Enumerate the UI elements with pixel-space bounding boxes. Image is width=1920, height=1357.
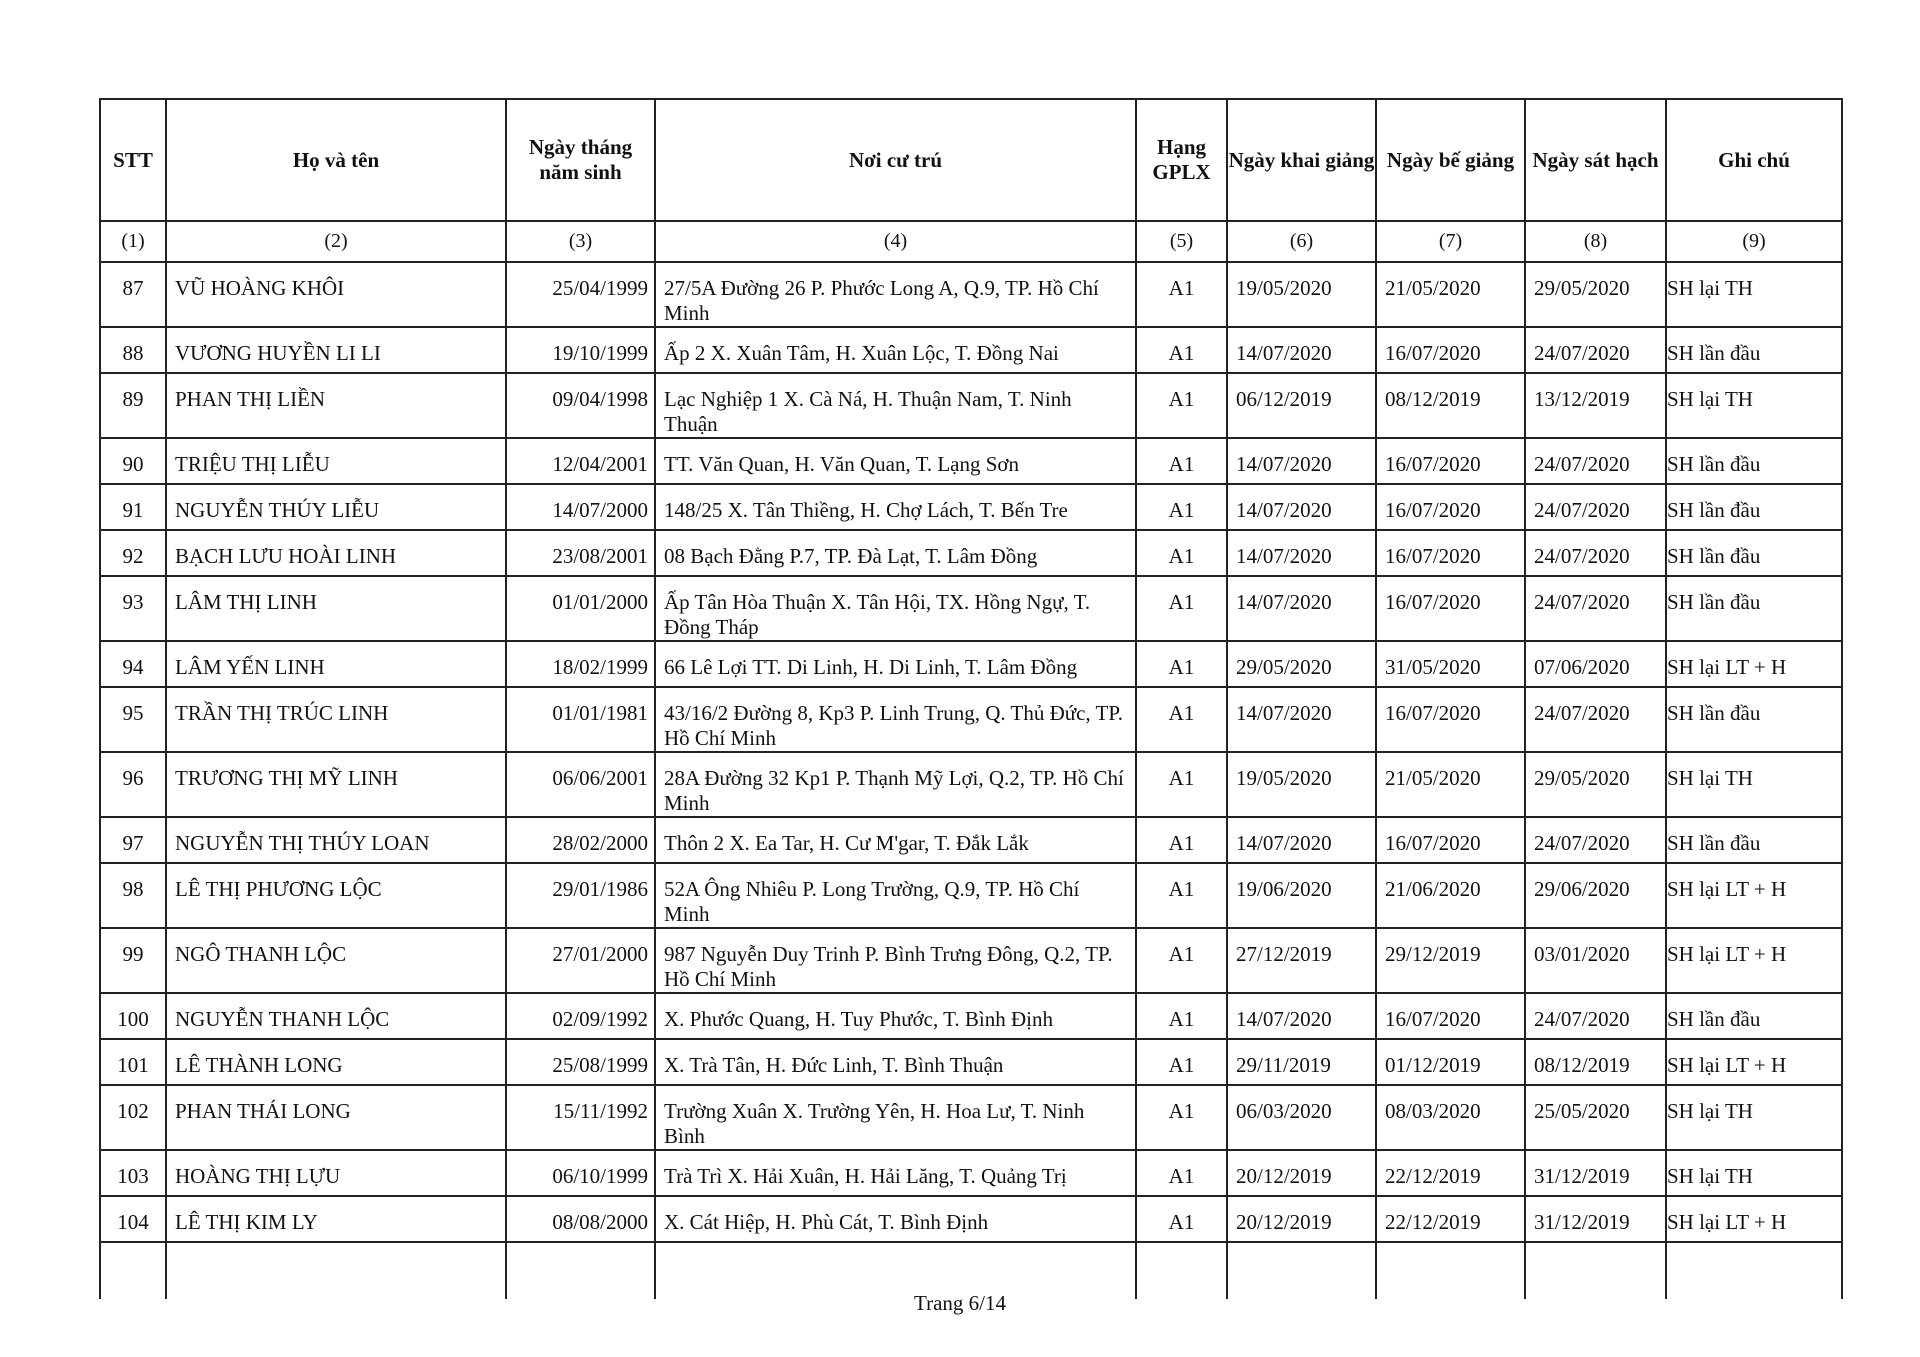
full-name-cell: PHAN THÁI LONG [166,1085,506,1150]
course-end-cell: 01/12/2019 [1376,1039,1525,1085]
note-cell: SH lại LT + H [1666,1196,1842,1242]
residence-cell: X. Trà Tân, H. Đức Linh, T. Bình Thuận [655,1039,1136,1085]
table-row [100,687,1842,752]
table-row [100,1150,1842,1196]
residence-cell: Ấp Tân Hòa Thuận X. Tân Hội, TX. Hồng Ngự, T. Đồng Tháp [655,576,1136,641]
residence-cell: Trường Xuân X. Trường Yên, H. Hoa Lư, T. Ninh Bình [655,1085,1136,1150]
exam-date-cell: 29/05/2020 [1525,262,1666,327]
date-of-birth-cell: 09/04/1998 [506,373,655,438]
course-end-cell: 16/07/2020 [1376,993,1525,1039]
date-of-birth-cell: 06/10/1999 [506,1150,655,1196]
full-name-cell: TRIỆU THỊ LIỄU [166,438,506,484]
course-start-cell: 19/06/2020 [1227,863,1376,928]
table-row [100,993,1842,1039]
residence-cell: X. Cát Hiệp, H. Phù Cát, T. Bình Định [655,1196,1136,1242]
license-class-cell: A1 [1136,641,1227,687]
course-end-cell: 16/07/2020 [1376,484,1525,530]
table-row [100,484,1842,530]
date-of-birth-cell: 27/01/2000 [506,928,655,993]
row-number: 104 [100,1196,166,1242]
column-number: (9) [1666,221,1842,262]
date-of-birth-cell: 12/04/2001 [506,438,655,484]
course-start-cell: 14/07/2020 [1227,327,1376,373]
license-class-cell: A1 [1136,373,1227,438]
license-class-cell: A1 [1136,817,1227,863]
full-name-cell: TRẦN THỊ TRÚC LINH [166,687,506,752]
exam-date-cell: 31/12/2019 [1525,1196,1666,1242]
note-cell: SH lần đầu [1666,530,1842,576]
exam-date-cell: 03/01/2020 [1525,928,1666,993]
course-start-cell: 14/07/2020 [1227,484,1376,530]
license-class-cell: A1 [1136,1196,1227,1242]
header-note: Ghi chú [1666,99,1842,221]
residence-cell: 52A Ông Nhiêu P. Long Trường, Q.9, TP. Hồ Chí Minh [655,863,1136,928]
residence-cell: Thôn 2 X. Ea Tar, H. Cư M'gar, T. Đắk Lắk [655,817,1136,863]
license-class-cell: A1 [1136,576,1227,641]
note-cell: SH lại TH [1666,1085,1842,1150]
header-date-of-birth: Ngày tháng năm sinh [506,99,655,221]
column-number-row [100,221,1842,262]
note-cell: SH lại LT + H [1666,928,1842,993]
full-name-cell: PHAN THỊ LIỀN [166,373,506,438]
date-of-birth-cell: 06/06/2001 [506,752,655,817]
course-start-cell: 20/12/2019 [1227,1150,1376,1196]
full-name-cell: NGUYỄN THÚY LIỄU [166,484,506,530]
table-row [100,530,1842,576]
license-class-cell: A1 [1136,484,1227,530]
column-number: (1) [100,221,166,262]
column-number: (2) [166,221,506,262]
date-of-birth-cell: 25/04/1999 [506,262,655,327]
table-row [100,817,1842,863]
license-class-cell: A1 [1136,1150,1227,1196]
exam-date-cell: 24/07/2020 [1525,484,1666,530]
full-name-cell: NGUYỄN THANH LỘC [166,993,506,1039]
page-number: Trang 6/14 [914,1291,1006,1315]
license-class-cell: A1 [1136,687,1227,752]
note-cell: SH lần đầu [1666,484,1842,530]
row-number: 95 [100,687,166,752]
course-end-cell: 16/07/2020 [1376,687,1525,752]
note-cell: SH lần đầu [1666,327,1842,373]
date-of-birth-cell: 25/08/1999 [506,1039,655,1085]
note-cell: SH lại LT + H [1666,641,1842,687]
row-number: 87 [100,262,166,327]
row-number: 101 [100,1039,166,1085]
note-cell: SH lần đầu [1666,817,1842,863]
course-end-cell: 16/07/2020 [1376,817,1525,863]
full-name-cell: LÊ THỊ KIM LY [166,1196,506,1242]
note-cell: SH lần đầu [1666,993,1842,1039]
date-of-birth-cell: 01/01/1981 [506,687,655,752]
residence-cell: 43/16/2 Đường 8, Kp3 P. Linh Trung, Q. Thủ Đức, TP. Hồ Chí Minh [655,687,1136,752]
license-class-cell: A1 [1136,752,1227,817]
course-start-cell: 14/07/2020 [1227,687,1376,752]
note-cell: SH lần đầu [1666,438,1842,484]
full-name-cell: LÂM YẾN LINH [166,641,506,687]
residence-cell: 08 Bạch Đằng P.7, TP. Đà Lạt, T. Lâm Đồng [655,530,1136,576]
course-start-cell: 06/03/2020 [1227,1085,1376,1150]
residence-cell: Trà Trì X. Hải Xuân, H. Hải Lăng, T. Quảng Trị [655,1150,1136,1196]
course-start-cell: 29/11/2019 [1227,1039,1376,1085]
date-of-birth-cell: 19/10/1999 [506,327,655,373]
course-start-cell: 20/12/2019 [1227,1196,1376,1242]
full-name-cell: LÊ THỊ PHƯƠNG LỘC [166,863,506,928]
residence-cell: 987 Nguyễn Duy Trinh P. Bình Trưng Đông, Q.2, TP. Hồ Chí Minh [655,928,1136,993]
date-of-birth-cell: 02/09/1992 [506,993,655,1039]
table-row [100,1196,1842,1242]
course-end-cell: 16/07/2020 [1376,530,1525,576]
course-start-cell: 06/12/2019 [1227,373,1376,438]
header-stt: STT [100,99,166,221]
column-number: (8) [1525,221,1666,262]
full-name-cell: LÊ THÀNH LONG [166,1039,506,1085]
date-of-birth-cell: 14/07/2000 [506,484,655,530]
column-number: (7) [1376,221,1525,262]
exam-date-cell: 24/07/2020 [1525,993,1666,1039]
date-of-birth-cell: 01/01/2000 [506,576,655,641]
row-number: 94 [100,641,166,687]
course-start-cell: 19/05/2020 [1227,752,1376,817]
table-row [100,1085,1842,1150]
date-of-birth-cell: 29/01/1986 [506,863,655,928]
note-cell: SH lại TH [1666,1150,1842,1196]
course-start-cell: 29/05/2020 [1227,641,1376,687]
table-row [100,863,1842,928]
full-name-cell: TRƯƠNG THỊ MỸ LINH [166,752,506,817]
header-row [100,99,1842,221]
course-end-cell: 21/05/2020 [1376,262,1525,327]
course-start-cell: 14/07/2020 [1227,817,1376,863]
exam-date-cell: 24/07/2020 [1525,687,1666,752]
row-number: 100 [100,993,166,1039]
course-start-cell: 14/07/2020 [1227,993,1376,1039]
full-name-cell: BẠCH LƯU HOÀI LINH [166,530,506,576]
table-row [100,752,1842,817]
student-list-table [99,98,1843,1299]
residence-cell: X. Phước Quang, H. Tuy Phước, T. Bình Định [655,993,1136,1039]
license-class-cell: A1 [1136,530,1227,576]
course-end-cell: 08/03/2020 [1376,1085,1525,1150]
table-row [100,928,1842,993]
exam-date-cell: 25/05/2020 [1525,1085,1666,1150]
row-number: 88 [100,327,166,373]
exam-date-cell: 24/07/2020 [1525,438,1666,484]
header-license-class: Hạng GPLX [1136,99,1227,221]
exam-date-cell: 24/07/2020 [1525,576,1666,641]
exam-date-cell: 24/07/2020 [1525,327,1666,373]
course-end-cell: 31/05/2020 [1376,641,1525,687]
column-number: (4) [655,221,1136,262]
license-class-cell: A1 [1136,1039,1227,1085]
full-name-cell: VŨ HOÀNG KHÔI [166,262,506,327]
row-number: 102 [100,1085,166,1150]
row-number: 89 [100,373,166,438]
header-exam-date: Ngày sát hạch [1525,99,1666,221]
row-number: 92 [100,530,166,576]
course-start-cell: 19/05/2020 [1227,262,1376,327]
license-class-cell: A1 [1136,262,1227,327]
course-end-cell: 16/07/2020 [1376,576,1525,641]
exam-date-cell: 24/07/2020 [1525,530,1666,576]
course-end-cell: 16/07/2020 [1376,327,1525,373]
course-start-cell: 27/12/2019 [1227,928,1376,993]
date-of-birth-cell: 23/08/2001 [506,530,655,576]
course-end-cell: 29/12/2019 [1376,928,1525,993]
residence-cell: 27/5A Đường 26 P. Phước Long A, Q.9, TP. Hồ Chí Minh [655,262,1136,327]
exam-date-cell: 24/07/2020 [1525,817,1666,863]
row-number: 97 [100,817,166,863]
table-row [100,438,1842,484]
row-number: 99 [100,928,166,993]
column-number: (5) [1136,221,1227,262]
course-start-cell: 14/07/2020 [1227,576,1376,641]
full-name-cell: HOÀNG THỊ LỰU [166,1150,506,1196]
header-course-end: Ngày bế giảng [1376,99,1525,221]
residence-cell: 66 Lê Lợi TT. Di Linh, H. Di Linh, T. Lâm Đồng [655,641,1136,687]
course-end-cell: 22/12/2019 [1376,1196,1525,1242]
full-name-cell: LÂM THỊ LINH [166,576,506,641]
course-end-cell: 08/12/2019 [1376,373,1525,438]
license-class-cell: A1 [1136,438,1227,484]
date-of-birth-cell: 08/08/2000 [506,1196,655,1242]
license-class-cell: A1 [1136,993,1227,1039]
course-end-cell: 21/06/2020 [1376,863,1525,928]
column-number: (6) [1227,221,1376,262]
table-row [100,641,1842,687]
row-number: 103 [100,1150,166,1196]
note-cell: SH lần đầu [1666,576,1842,641]
residence-cell: TT. Văn Quan, H. Văn Quan, T. Lạng Sơn [655,438,1136,484]
exam-date-cell: 08/12/2019 [1525,1039,1666,1085]
table-row [100,327,1842,373]
exam-date-cell: 29/06/2020 [1525,863,1666,928]
note-cell: SH lại LT + H [1666,1039,1842,1085]
course-start-cell: 14/07/2020 [1227,438,1376,484]
header-residence: Nơi cư trú [655,99,1136,221]
header-course-start: Ngày khai giảng [1227,99,1376,221]
note-cell: SH lại LT + H [1666,863,1842,928]
date-of-birth-cell: 18/02/1999 [506,641,655,687]
table-row [100,1039,1842,1085]
license-class-cell: A1 [1136,928,1227,993]
license-class-cell: A1 [1136,1085,1227,1150]
exam-date-cell: 31/12/2019 [1525,1150,1666,1196]
residence-cell: Ấp 2 X. Xuân Tâm, H. Xuân Lộc, T. Đồng Nai [655,327,1136,373]
course-end-cell: 16/07/2020 [1376,438,1525,484]
row-number: 91 [100,484,166,530]
row-number: 93 [100,576,166,641]
row-number: 96 [100,752,166,817]
course-start-cell: 14/07/2020 [1227,530,1376,576]
column-number: (3) [506,221,655,262]
exam-date-cell: 29/05/2020 [1525,752,1666,817]
residence-cell: 28A Đường 32 Kp1 P. Thạnh Mỹ Lợi, Q.2, TP. Hồ Chí Minh [655,752,1136,817]
full-name-cell: NGÔ THANH LỘC [166,928,506,993]
residence-cell: Lạc Nghiệp 1 X. Cà Ná, H. Thuận Nam, T. Ninh Thuận [655,373,1136,438]
table-row [100,576,1842,641]
exam-date-cell: 07/06/2020 [1525,641,1666,687]
residence-cell: 148/25 X. Tân Thiềng, H. Chợ Lách, T. Bến Tre [655,484,1136,530]
course-end-cell: 21/05/2020 [1376,752,1525,817]
license-class-cell: A1 [1136,863,1227,928]
note-cell: SH lại TH [1666,752,1842,817]
table-row [100,262,1842,327]
full-name-cell: VƯƠNG HUYỀN LI LI [166,327,506,373]
exam-date-cell: 13/12/2019 [1525,373,1666,438]
note-cell: SH lại TH [1666,373,1842,438]
full-name-cell: NGUYỄN THỊ THÚY LOAN [166,817,506,863]
row-number: 98 [100,863,166,928]
row-number: 90 [100,438,166,484]
header-full-name: Họ và tên [166,99,506,221]
note-cell: SH lần đầu [1666,687,1842,752]
license-class-cell: A1 [1136,327,1227,373]
course-end-cell: 22/12/2019 [1376,1150,1525,1196]
date-of-birth-cell: 28/02/2000 [506,817,655,863]
note-cell: SH lại TH [1666,262,1842,327]
table-row [100,373,1842,438]
date-of-birth-cell: 15/11/1992 [506,1085,655,1150]
